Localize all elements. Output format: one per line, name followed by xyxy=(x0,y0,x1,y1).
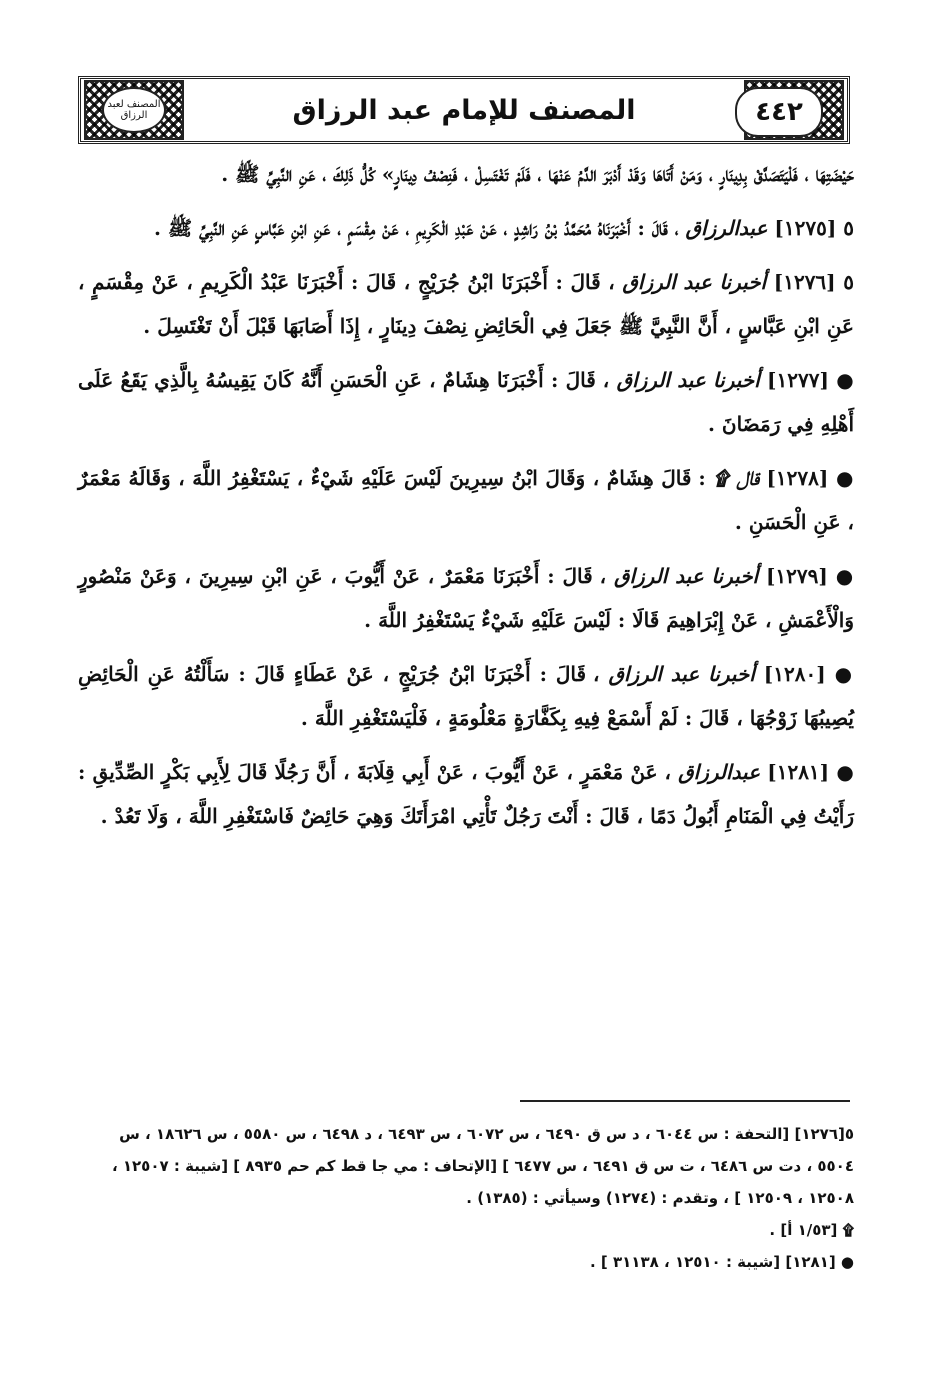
hadith-number: [١٢٨١] xyxy=(767,760,830,784)
hadith-narrator: أخبرنا عبد الرزاق xyxy=(608,662,755,686)
hadith-text: : قَالَ هِشَامٌ ، وَقَالَ ابْنُ سِيرِينَ لَيْسَ عَلَيْهِ شَيْءٌ ، يَسْتَغْفِرُ اللَّهَ ، وَقَالَهُ مَعْمَرٌ ، عَنِ الْحَسَنِ . xyxy=(78,466,854,534)
hadith-paragraph xyxy=(78,358,854,446)
hadith-narrator: قال ۩ xyxy=(713,466,759,490)
hadith-marker: ● xyxy=(835,466,855,490)
hadith-number: [١٢٧٩] xyxy=(765,564,828,588)
hadith-number: [١٢٧٧] xyxy=(767,368,829,392)
hadith-text: ، قَالَ : أَخْبَرَنَاهُ مُحَمَّدُ بْنُ رَاشِدٍ ، عَنْ عَبْدِ الْكَرِيمِ ، عَنْ مِقْسَمٍ ، عَنِ ابْنِ عَبَّاسٍ عَنِ النَّبِيِّ ﷺ . xyxy=(154,216,679,240)
hadith-text: ، عَنْ مَعْمَرٍ ، عَنْ أَيُّوبَ ، عَنْ أَبِي قِلَابَةَ ، أَنَّ رَجُلًا قَالَ لِأَبِي بَكْرٍ الصِّدِّيقِ : رَأَيْتُ فِي الْمَنَامِ أَبُولُ دَمًا ، قَالَ : أَنْتَ رَجُلٌ تَأْتِي امْرَأَتَكَ وَهِيَ حَائِضٌ فَاسْتَغْفِرِ اللَّهَ ، وَلَا تَعُدْ . xyxy=(78,760,854,828)
footnote-divider xyxy=(520,1100,850,1102)
hadith-text: ، قَالَ : أَخْبَرَنَا مَعْمَرٌ ، عَنْ أَيُّوبَ ، عَنِ ابْنِ سِيرِينَ ، وَعَنْ مَنْصُورٍ وَالْأَعْمَشِ ، عَنْ إِبْرَاهِيمَ قَالَا : لَيْسَ عَلَيْهِ شَيْءٌ يَسْتَغْفِرُ اللَّهَ . xyxy=(78,564,854,632)
hadith-narrator: أخبرنا عبد الرزاق xyxy=(616,368,760,392)
hadith-paragraph xyxy=(78,206,854,250)
hadith-paragraph xyxy=(78,260,854,348)
hadith-narrator: أخبرنا عبد الرزاق xyxy=(613,564,759,588)
hadith-paragraph xyxy=(78,750,854,838)
hadith-paragraph xyxy=(78,152,854,196)
hadith-paragraph xyxy=(78,554,854,642)
hadith-marker: ● xyxy=(834,662,854,686)
footnote: ● [١٢٨١] [شيبة : ١٢٥١٠ ، ٣١١٣٨ ] . xyxy=(590,1253,854,1271)
hadith-text: ، قَالَ : أَخْبَرَنَا ابْنُ جُرَيْجٍ ، عَنْ عَطَاءٍ قَالَ : سَأَلْتُهُ عَنِ الْحَائِضِ يُصِيبُهَا زَوْجُهَا ، قَالَ : لَمْ أَسْمَعْ فِيهِ بِكَفَّارَةٍ مَعْلُومَةٍ ، فَلْيَسْتَغْفِرِ اللَّهَ . xyxy=(78,662,854,730)
hadith-marker: ● xyxy=(836,368,855,392)
hadith-number: [١٢٧٥] xyxy=(774,216,837,240)
footnotes xyxy=(78,1118,854,1278)
main-text xyxy=(78,152,854,848)
page-number: ٤٤٢ xyxy=(735,87,823,137)
hadith-marker: ٥ xyxy=(843,216,854,240)
hadith-text: ، قَالَ : أَخْبَرَنَا ابْنُ جُرَيْجٍ ، قَالَ : أَخْبَرَنَا عَبْدُ الْكَرِيمِ ، عَنْ مِقْسَمٍ ، عَنِ ابْنِ عَبَّاسٍ ، أَنَّ النَّبِيَّ ﷺ جَعَلَ فِي الْحَائِضِ نِصْفَ دِينَارٍ ، إِذَا أَصَابَهَا قَبْلَ أَنْ تَغْتَسِلَ . xyxy=(78,270,854,338)
running-header xyxy=(78,76,850,144)
hadith-number: [١٢٨٠] xyxy=(763,662,826,686)
header-title: المصنف للإمام عبد الرزاق xyxy=(292,94,636,126)
hadith-narrator: عبدالرزاق xyxy=(678,760,761,784)
hadith-marker: ● xyxy=(836,760,855,784)
hadith-narrator: عبدالرزاق xyxy=(685,216,768,240)
hadith-number: [١٢٧٦] xyxy=(773,270,836,294)
hadith-number: [١٢٧٨] xyxy=(766,466,829,490)
hadith-text: حَيْضَتِهَا ، فَلْيَتَصَدَّقْ بِدِينَارٍ ، وَمَنْ أَتَاهَا وَقَدْ أَدْبَرَ الدَّمُ عَنْهَا ، فَلَمْ تَغْتَسِلْ ، فَنِصْفُ دِينَارٍ» كُلُّ ذَلِكَ ، عَنِ النَّبِيِّ ﷺ . xyxy=(221,162,854,186)
hadith-narrator: أخبرنا عبد الرزاق xyxy=(622,270,767,294)
footnote: ۩ [١/٥٣ أ] . xyxy=(769,1221,854,1239)
hadith-text: ، قَالَ : أَخْبَرَنَا هِشَامٌ ، عَنِ الْحَسَنِ أَنَّهُ كَانَ يَقِيسُهُ بِالَّذِي يَقَعُ عَلَى أَهْلِهِ فِي رَمَضَانَ . xyxy=(78,368,854,436)
hadith-marker: ● xyxy=(835,564,854,588)
hadith-marker: ٥ xyxy=(843,270,854,294)
hadith-paragraph xyxy=(78,652,854,740)
footnote: ٥[١٢٧٦] [التحفة : س ٦٠٤٤ ، د س ق ٦٤٩٠ ، س ٦٠٧٢ ، س ٦٤٩٣ ، د ٦٤٩٨ ، س ٥٥٨٠ ، س ١٨٦٢٦ ، س ٥٥٠٤ ، دت س ٦٤٨٦ ، ت س ق ٦٤٩١ ، س ٦٤٧٧ ] [الإتحاف : مي جا قط كم حم ٨٩٣٥ ] [شيبة : ١٢٥٠٧ ، ١٢٥٠٨ ، ١٢٥٠٩ ] ، وتقدم : (١٢٧٤) وسيأتي : (١٣٨٥) . xyxy=(111,1125,854,1207)
book-medallion: المصنف لعبد الرزاق xyxy=(102,87,166,133)
header-ornament-left xyxy=(84,80,184,140)
hadith-paragraph xyxy=(78,456,854,544)
